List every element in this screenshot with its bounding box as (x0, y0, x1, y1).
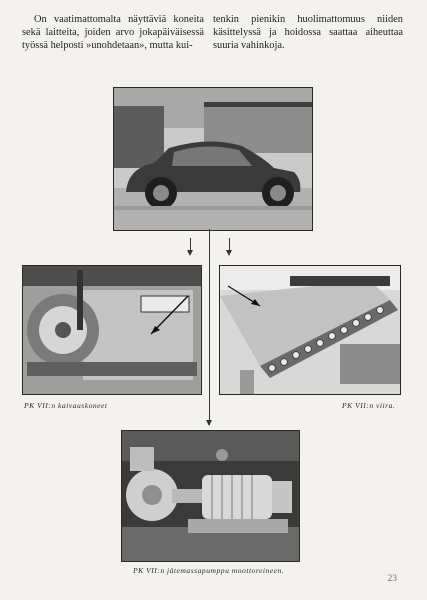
caption-right-photo: PK VII:n viira. (342, 401, 396, 410)
paragraph-left: On vaatimattomalta näyttäviä koneita sekä laitteita, joiden arvo jokapäiväisessä työssä helposti »unohdetaan», mutta kui- (22, 14, 204, 52)
car-photo (113, 87, 313, 231)
page-number: 23 (387, 574, 397, 584)
arrow-down-icon (226, 250, 232, 256)
machine-photo (22, 265, 202, 395)
text-column-right (213, 13, 403, 53)
text-column-left (22, 13, 204, 53)
connector-line (209, 229, 210, 425)
conveyor-photo (219, 265, 401, 395)
pump-photo (121, 430, 300, 562)
arrow-down-icon (187, 250, 193, 256)
arrow-down-icon (206, 420, 212, 426)
caption-bottom-photo: PK VII:n jätemassapumppu moottoreineen. (133, 566, 285, 575)
paragraph-right: tenkin pienikin huolimattomuus niiden käsittelyssä ja hoidossa saattaa aiheuttaa suuria vahinkoja. (213, 14, 403, 52)
caption-left-photo: PK VII:n kaivauskoneet (24, 401, 108, 410)
